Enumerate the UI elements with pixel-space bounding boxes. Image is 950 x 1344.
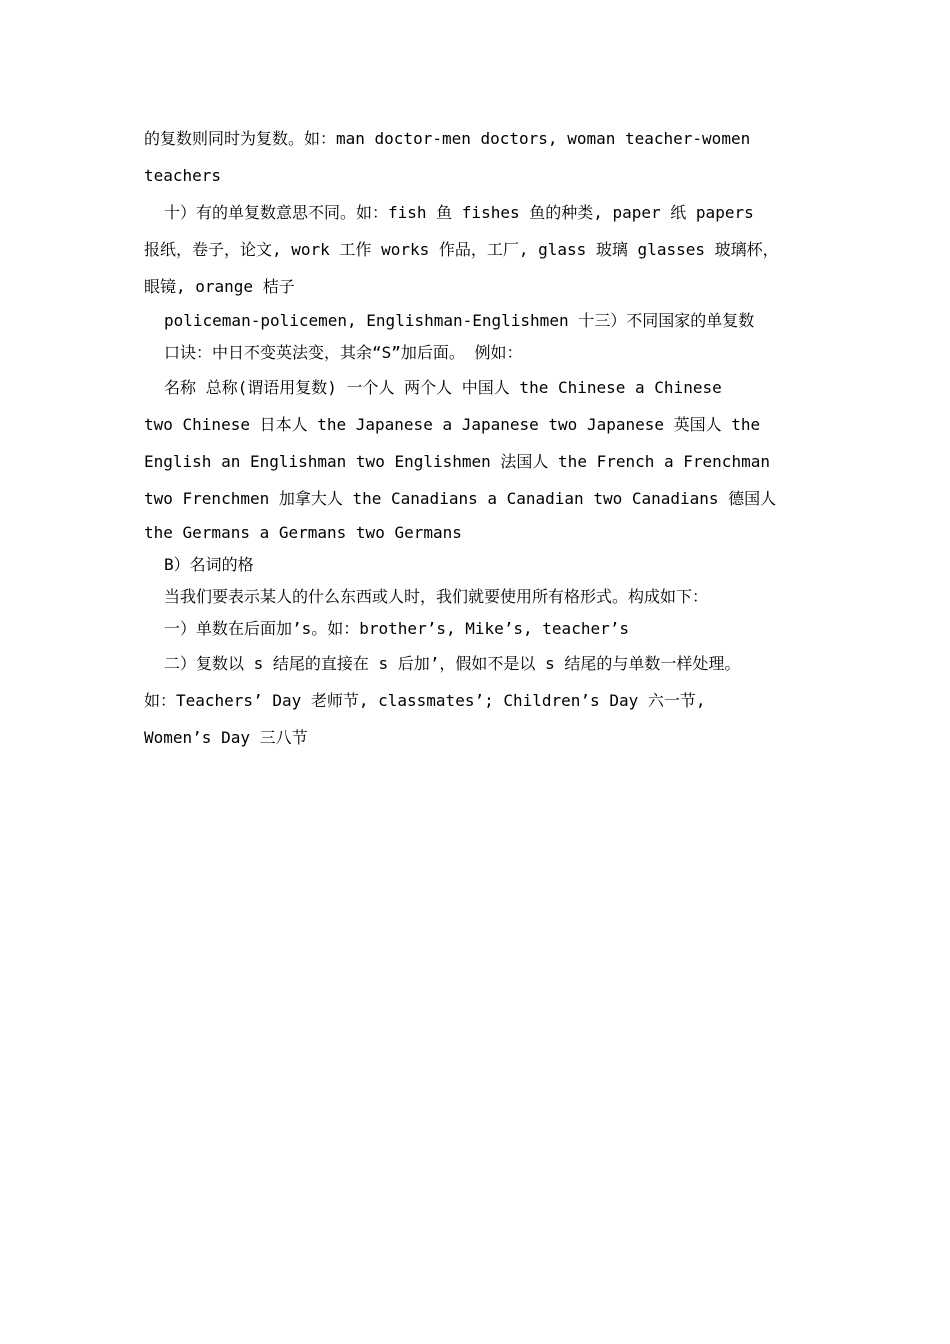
text-line-17: 如：Teachers’ Day 老师节, classmates’; Children’s Day 六一节, bbox=[144, 691, 706, 710]
text-line-11: two Frenchmen 加拿大人 the Canadians a Canadian two Canadians 德国人 bbox=[144, 489, 777, 508]
text-line-2: teachers bbox=[144, 166, 222, 185]
text-line-4: 报纸，卷子，论文, work 工作 works 作品，工厂, glass 玻璃 glasses 玻璃杯， bbox=[144, 240, 779, 259]
text-line-12: the Germans a Germans two Germans bbox=[144, 523, 462, 542]
text-line-16: 二）复数以 s 结尾的直接在 s 后加’，假如不是以 s 结尾的与单数一样处理。 bbox=[164, 654, 741, 673]
text-line-8: 名称 总称(谓语用复数) 一个人 两个人 中国人 the Chinese a Chinese bbox=[164, 378, 722, 397]
text-line-18: Women’s Day 三八节 bbox=[144, 728, 308, 747]
text-line-10: English an Englishman two Englishmen 法国人 the French a Frenchman bbox=[144, 452, 770, 471]
text-line-1: 的复数则同时为复数。如：man doctor-men doctors, woman teacher-women bbox=[144, 129, 751, 148]
text-line-6: policeman-policemen, Englishman-Englishmen 十三）不同国家的单复数 bbox=[164, 311, 755, 330]
text-line-14: 当我们要表示某人的什么东西或人时，我们就要使用所有格形式。构成如下： bbox=[164, 587, 709, 606]
text-line-7: 口诀：中日不变英法变，其余“S”加后面。 例如： bbox=[164, 343, 523, 362]
section-heading-b: B）名词的格 bbox=[164, 555, 254, 574]
text-line-9: two Chinese 日本人 the Japanese a Japanese two Japanese 英国人 the bbox=[144, 415, 761, 434]
text-line-15: 一）单数在后面加’s。如：brother’s, Mike’s, teacher’s bbox=[164, 619, 629, 638]
text-line-5: 眼镜, orange 桔子 bbox=[144, 277, 295, 296]
text-line-3: 十）有的单复数意思不同。如：fish 鱼 fishes 鱼的种类, paper 纸 papers bbox=[164, 203, 754, 222]
document-body bbox=[144, 120, 824, 756]
